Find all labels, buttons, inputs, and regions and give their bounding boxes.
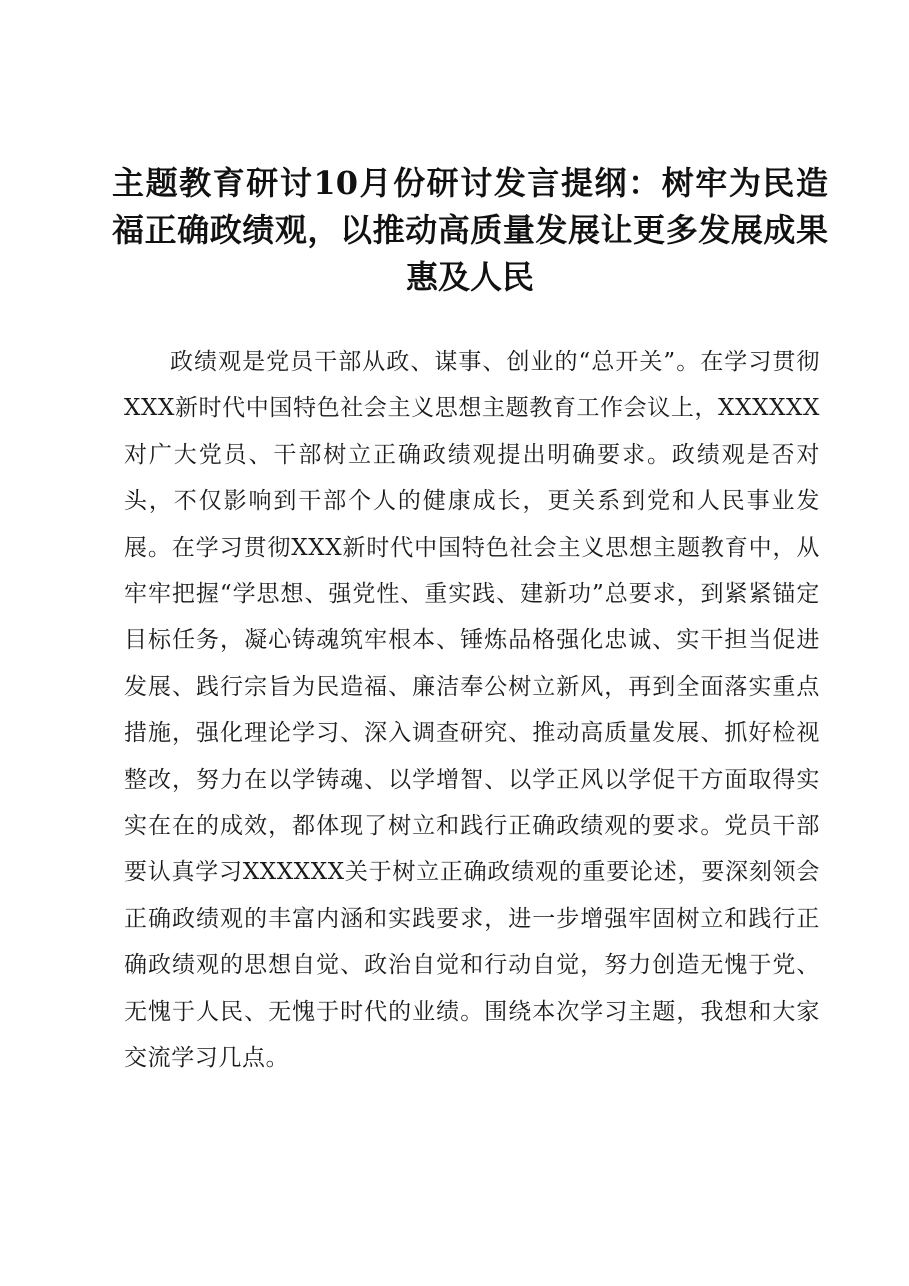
document-title: 主题教育研讨10月份研讨发言提纲：树牢为民造福正确政绩观，以推动高质量发展让更多发展成果惠及人民 — [112, 164, 828, 296]
body-paragraph: 政绩观是党员干部从政、谋事、创业的“总开关”。在学习贯彻XXX新时代中国特色社会主义思想主题教育工作会议上，XXXXXX对广大党员、干部树立正确政绩观提出明确要求。政绩观是否对头，不仅影响到干部个人的健康成长，更关系到党和人民事业发展。在学习贯彻XXX新时代中国特色社会主义思想主题教育中，从牢牢把握“学思想、强党性、重实践、建新功”总要求，到紧紧锚定目标任务，凝心铸魂筑牢根本、锤炼品格强化忠诚、实干担当促进发展、践行宗旨为民造福、廉洁奉公树立新风，再到全面落实重点措施，强化理论学习、深入调查研究、推动高质量发展、抓好检视整改，努力在以学铸魂、以学增智、以学正风以学促干方面取得实实在在的成效，都体现了树立和践行正确政绩观的要求。党员干部要认真学习XXXXXX关于树立正确政绩观的重要论述，要深刻领会正确政绩观的丰富内涵和实践要求，进一步增强牢固树立和践行正确政绩观的思想自觉、政治自觉和行动自觉，努力创造无愧于党、无愧于人民、无愧于时代的业绩。围绕本次学习主题，我想和大家交流学习几点。 — [124, 349, 820, 1072]
